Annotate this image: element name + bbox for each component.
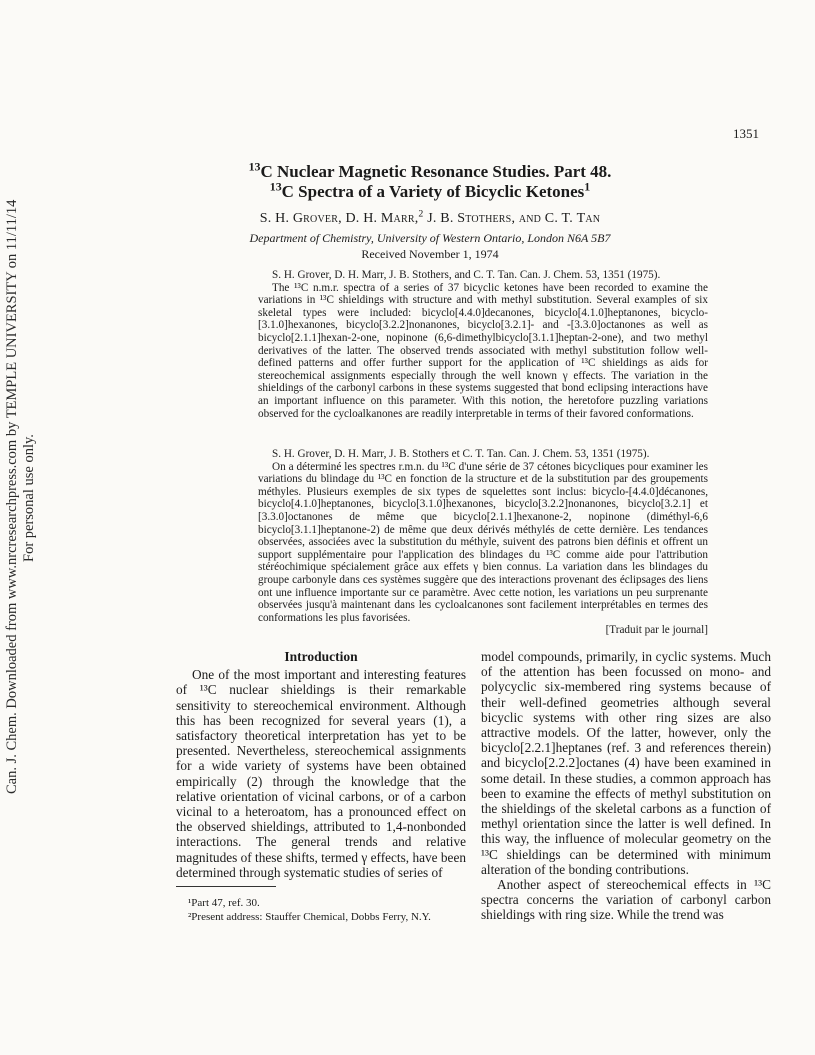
footnote: ¹Part 47, ref. 30. (188, 897, 260, 909)
right-column (481, 649, 771, 923)
title-superscript: 13 (248, 159, 261, 174)
author-surname: Grover (292, 211, 339, 226)
page-number: 1351 (733, 126, 759, 141)
title-text: C Spectra of a Variety of Bicyclic Ketones (281, 182, 585, 201)
author-conjunction: , and (511, 211, 542, 226)
author-surname: Stothers (457, 211, 512, 226)
author-footnote-mark: 2 (418, 208, 424, 220)
footnotes (178, 896, 468, 924)
body-paragraph: One of the most important and interesting features of ¹³C nuclear shieldings is their remarkable sensitivity to stereochemical environment. Although this has been recognized for several years (1), a satisfactory theoretical interpretation has yet to be presented. Nevertheless, stereochemical assignments for a wide variety of systems have been obtained empirically (2) through the knowledge that the relative orientation of vicinal carbons, or of a carbon vicinal to a heteroatom, has a pronounced effect on the observed shieldings, attributed to 1,4-nonbonded interactions. The general trends and relative magnitudes of these shifts, termed γ effects, have been determined through systematic studies of series of (176, 667, 466, 880)
footnote: ²Present address: Stauffer Chemical, Dobbs Ferry, N.Y. (188, 911, 431, 923)
abstract-body: The ¹³C n.m.r. spectra of a series of 37 bicyclic ketones have been recorded to examine the variations in ¹³C shieldings with structure and with methyl substitution. Several examples of six skeletal types were included: bicyclo[4.4.0]decanones, bicyclo[4.1.0]heptanones, bicyclo-[3.1.0]hexanones, bicyclo[3.2.2]nonanones, bicyclo[3.2.1]- and -[3.3.0]octanones as well as bicyclo[2.1.1]hexan-2-one, nopinone (6,6-dimethylbicyclo[3.1.1]heptan-2-one), and two methyl derivatives of the latter. The observed trends associated with methyl substitution follow well-defined patterns and offer further support for the application of ¹³C shieldings as aids for stereochemical assignments especially through the well known γ effects. The variation in the shieldings of the carbonyl carbons in these systems suggested that bond eclipsing interactions have an important influence on this parameter. With this notion, the heretofore puzzling variations observed for the cycloalkanones are readily interpretable in terms of their favored conformations. (258, 281, 708, 420)
author-surname: Marr (380, 211, 415, 226)
personal-use-notice: For personal use only. (21, 434, 37, 562)
left-column (176, 649, 466, 880)
author-initials: , D. H. (338, 211, 381, 226)
paper-title-line1 (150, 159, 710, 181)
affiliation: Department of Chemistry, University of Western Ontario, London N6A 5B7 (249, 231, 611, 245)
footnote-rule (176, 886, 276, 887)
title-text: C Nuclear Magnetic Resonance Studies. Part 48. (260, 162, 612, 181)
abstract-english (258, 269, 708, 420)
download-notice: Can. J. Chem. Downloaded from www.nrcresearchpress.com by TEMPLE UNIVERSITY on 11/11/14 (4, 199, 20, 794)
section-heading: Introduction (284, 649, 358, 664)
download-watermark (4, 199, 40, 794)
author-initials: J. B. (423, 211, 458, 226)
received-date: Received November 1, 1974 (361, 247, 499, 261)
paper-title-line2 (150, 179, 710, 201)
abstract-body: On a déterminé les spectres r.m.n. du ¹³C d'une série de 37 cétones bicycliques pour examiner les variations du blindage du ¹³C en fonction de la structure et de la substitution par des groupements méthyles. Plusieurs exemples de six types de squelettes sont inclus: bicyclo-[4.4.0]décanones, bicyclo[4.1.0]heptanones, bicyclo[3.1.0]hexanones, bicyclo[3.2.2]nonanones, bicyclo[3.2.1] et [3.3.0]octanones de même que bicyclo[2.1.1]hexanone-2, nopinone (diméthyl-6,6 bicyclo[3.1.1]heptanone-2) de même que deux dérivés méthylés de cette dernière. Les tendances observées, associées avec la substitution du méthyle, suivent des patrons bien définis et offrent un support supplémentaire pour l'application des blindages du ¹³C comme aide pour l'attribution stéréochimique spécialement grâce aux effets γ bien connus. La variation dans les blindages du groupe carbonyle dans ces systèmes suggère que des interactions provenant des éclipsages des liens ont une influence importante sur ce paramètre. Avec cette notion, les variations un peu surprenante observées jusqu'à maintenant dans les cycloalcanones sont facilement interprétables en termes des conformations les plus favorisées. (258, 460, 708, 624)
title-footnote-mark: 1 (584, 179, 591, 194)
author-list: S. H. Grover, D. H. Marr,$^2$ J. B. Stothers, and C. T. Tan (259, 208, 601, 226)
author-initials: S. H. (259, 211, 293, 226)
abstract-french (258, 448, 708, 637)
author-surname: Tan (576, 211, 601, 226)
title-superscript: 13 (269, 179, 282, 194)
abstract-citation: S. H. Grover, D. H. Marr, J. B. Stothers, and C. T. Tan. Can. J. Chem. 53, 1351 (1975). (272, 269, 661, 281)
author-initials: C. T. (541, 211, 577, 226)
abstract-citation: S. H. Grover, D. H. Marr, J. B. Stothers et C. T. Tan. Can. J. Chem. 53, 1351 (1975). (272, 448, 650, 460)
body-paragraph: model compounds, primarily, in cyclic systems. Much of the attention has been focussed on mono- and polycyclic six-membered ring systems because of their well-defined geometries although several bicyclic systems with other ring sizes are also attractive models. Of the latter, however, only the bicyclo[2.2.1]heptanes (ref. 3 and references therein) and bicyclo[2.2.2]octanes (4) have been examined in some detail. In these studies, a common approach has been to examine the effects of methyl substitution on the shieldings of the skeletal carbons as a function of methyl orientation since the latter is well defined. In this way, the influence of molecular geometry on the ¹³C shieldings can be determined with minimum alteration of the bonding contributions. (481, 649, 771, 877)
body-paragraph: Another aspect of stereochemical effects in ¹³C spectra concerns the variation of carbonyl carbon shieldings with ring size. While the trend was (481, 877, 771, 923)
translation-note: [Traduit par le journal] (605, 624, 708, 637)
